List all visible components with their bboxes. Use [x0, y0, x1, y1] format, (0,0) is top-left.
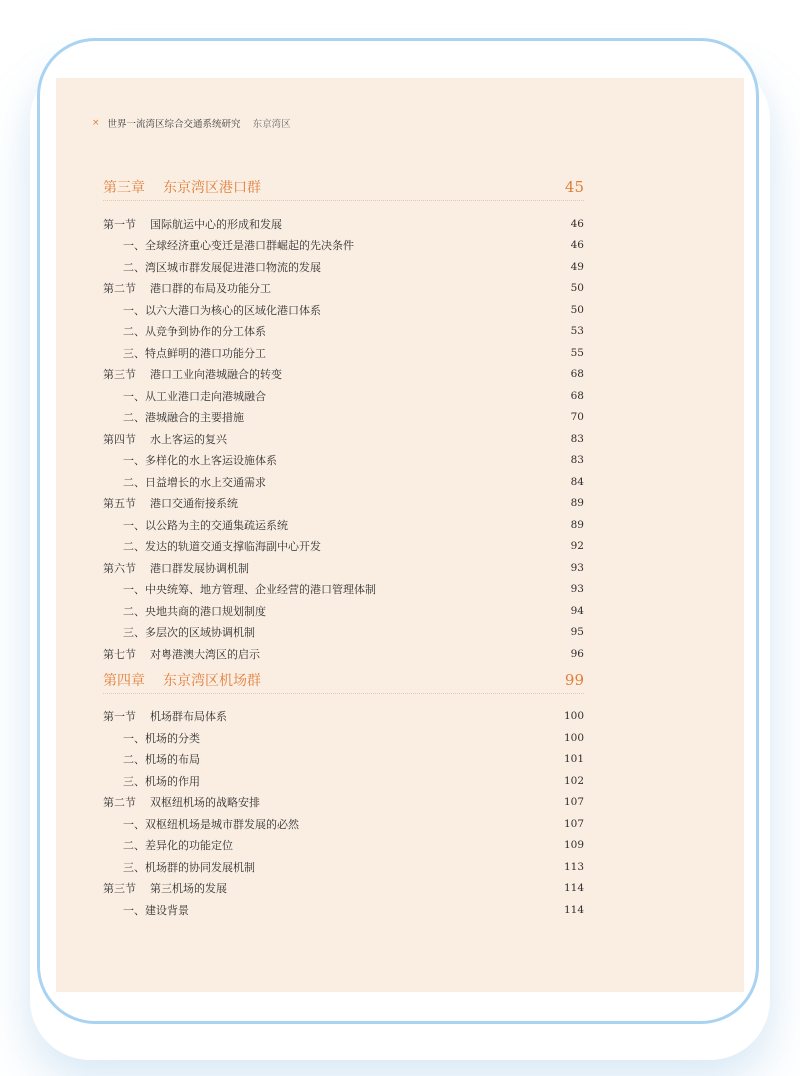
entry-label: [103, 773, 200, 789]
entry-page-number: 46: [570, 239, 584, 252]
entry-title: 一、以公路为主的交通集疏运系统: [123, 518, 288, 532]
toc-subsection-row[interactable]: [103, 536, 584, 558]
chapter-label: [103, 177, 261, 199]
chapter-label: [103, 670, 261, 692]
toc-subsection-row[interactable]: [103, 407, 584, 429]
toc-subsection-row[interactable]: [103, 727, 584, 749]
entry-label: [103, 345, 266, 361]
entry-label: [103, 280, 271, 296]
entry-title: 一、从工业港口走向港城融合: [123, 389, 266, 403]
entry-label: [103, 237, 354, 253]
section-number: 第二节: [103, 796, 136, 810]
entry-page-number: 107: [563, 817, 584, 830]
entry-page-number: 93: [570, 561, 584, 574]
entry-label: [103, 730, 200, 746]
book-title: 世界一流湾区综合交通系统研究: [107, 119, 241, 130]
close-x-icon: ×: [92, 118, 100, 128]
entry-title: 第三机场的发展: [150, 882, 227, 896]
section-number: 第六节: [103, 561, 136, 575]
entry-page-number: 96: [570, 647, 584, 660]
section-number: 第三节: [103, 882, 136, 896]
entry-label: [103, 452, 277, 468]
entry-label: [103, 837, 233, 853]
entry-page-number: 107: [563, 796, 584, 809]
toc-subsection-row[interactable]: [103, 321, 584, 343]
toc-subsection-row[interactable]: [103, 342, 584, 364]
entry-label: [103, 259, 321, 275]
toc-subsection-row[interactable]: [103, 579, 584, 601]
entry-label: [103, 751, 200, 767]
toc-section-row[interactable]: [103, 493, 584, 515]
entry-title: 港口交通衔接系统: [150, 497, 238, 511]
toc-section-row[interactable]: [103, 557, 584, 579]
entry-page-number: 102: [563, 774, 584, 787]
entry-title: 二、从竞争到协作的分工体系: [123, 325, 266, 339]
entry-page-number: 114: [563, 882, 584, 895]
entry-title: 国际航运中心的形成和发展: [150, 217, 282, 231]
entry-label: [103, 708, 227, 724]
entry-page-number: 68: [570, 368, 584, 381]
section-number: 第一节: [103, 710, 136, 724]
entry-title: 港口工业向港城融合的转变: [150, 368, 282, 382]
volume-title: 东京湾区: [252, 119, 291, 130]
book-page: [56, 78, 744, 992]
section-number: 第五节: [103, 497, 136, 511]
entry-title: 一、全球经济重心变迁是港口群崛起的先决条件: [123, 239, 354, 253]
chapter-number: 第四章: [103, 672, 145, 689]
entry-title: 二、央地共商的港口规划制度: [123, 604, 266, 618]
entry-title: 水上客运的复兴: [150, 432, 227, 446]
entry-page-number: 101: [563, 753, 584, 766]
toc-subsection-row[interactable]: [103, 856, 584, 878]
entry-page-number: 83: [570, 454, 584, 467]
chapter-page-number: 45: [564, 178, 584, 196]
entry-page-number: 68: [570, 389, 584, 402]
toc-section-row[interactable]: [103, 878, 584, 900]
running-head: [92, 116, 291, 130]
entry-label: [103, 216, 282, 232]
toc-section-row[interactable]: [103, 278, 584, 300]
entry-title: 二、机场的布局: [123, 753, 200, 767]
entry-title: 二、港城融合的主要措施: [123, 411, 244, 425]
entry-title: 二、湾区城市群发展促进港口物流的发展: [123, 260, 321, 274]
entry-label: [103, 816, 299, 832]
entry-page-number: 55: [570, 346, 584, 359]
toc-subsection-row[interactable]: [103, 622, 584, 644]
toc-subsection-row[interactable]: [103, 749, 584, 771]
toc-subsection-row[interactable]: [103, 235, 584, 257]
entry-label: [103, 646, 260, 662]
toc-subsection-row[interactable]: [103, 770, 584, 792]
toc-section-row[interactable]: [103, 213, 584, 235]
toc-subsection-row[interactable]: [103, 600, 584, 622]
entry-label: [103, 474, 266, 490]
toc-section-row[interactable]: [103, 706, 584, 728]
chapter-heading[interactable]: [103, 669, 584, 694]
entry-label: [103, 624, 255, 640]
entry-title: 港口群的布局及功能分工: [150, 282, 271, 296]
entry-title: 二、差异化的功能定位: [123, 839, 233, 853]
entry-page-number: 89: [570, 497, 584, 510]
entry-page-number: 84: [570, 475, 584, 488]
table-of-contents: [103, 176, 584, 921]
toc-subsection-row[interactable]: [103, 299, 584, 321]
entry-page-number: 114: [563, 903, 584, 916]
entry-page-number: 93: [570, 583, 584, 596]
entry-title: 一、以六大港口为核心的区域化港口体系: [123, 303, 321, 317]
chapter-title: 东京湾区机场群: [163, 672, 261, 689]
entry-title: 一、机场的分类: [123, 731, 200, 745]
entry-page-number: 46: [570, 217, 584, 230]
entry-label: [103, 581, 376, 597]
toc-subsection-row[interactable]: [103, 385, 584, 407]
entry-label: [103, 560, 249, 576]
toc-subsection-row[interactable]: [103, 899, 584, 921]
entry-label: [103, 366, 282, 382]
entry-page-number: 70: [570, 411, 584, 424]
entry-page-number: 49: [570, 260, 584, 273]
entry-label: [103, 431, 227, 447]
entry-label: [103, 517, 288, 533]
entry-title: 一、中央统筹、地方管理、企业经营的港口管理体制: [123, 583, 376, 597]
toc-subsection-row[interactable]: [103, 450, 584, 472]
toc-subsection-row[interactable]: [103, 514, 584, 536]
entry-label: [103, 902, 189, 918]
entry-title: 三、多层次的区域协调机制: [123, 626, 255, 640]
toc-section-row[interactable]: [103, 643, 584, 665]
entry-page-number: 109: [563, 839, 584, 852]
entry-label: [103, 388, 266, 404]
entry-page-number: 100: [563, 731, 584, 744]
section-number: 第三节: [103, 368, 136, 382]
entry-page-number: 94: [570, 604, 584, 617]
section-number: 第七节: [103, 647, 136, 661]
toc-subsection-row[interactable]: [103, 835, 584, 857]
entry-label: [103, 538, 321, 554]
entry-title: 三、机场群的协同发展机制: [123, 860, 255, 874]
entry-label: [103, 603, 266, 619]
toc-subsection-row[interactable]: [103, 256, 584, 278]
entry-page-number: 50: [570, 282, 584, 295]
toc-subsection-row[interactable]: [103, 813, 584, 835]
section-number: 第一节: [103, 217, 136, 231]
entry-title: 机场群布局体系: [150, 710, 227, 724]
section-number: 第四节: [103, 432, 136, 446]
entry-page-number: 92: [570, 540, 584, 553]
entry-page-number: 95: [570, 626, 584, 639]
entry-label: [103, 880, 227, 896]
entry-label: [103, 859, 255, 875]
entry-title: 二、日益增长的水上交通需求: [123, 475, 266, 489]
chapter-number: 第三章: [103, 180, 145, 196]
entry-page-number: 89: [570, 518, 584, 531]
chapter-heading[interactable]: [103, 176, 584, 201]
entry-title: 三、特点鲜明的港口功能分工: [123, 346, 266, 360]
entry-label: [103, 302, 321, 318]
section-number: 第二节: [103, 282, 136, 296]
toc-section-row[interactable]: [103, 428, 584, 450]
entry-label: [103, 495, 238, 511]
toc-section-row[interactable]: [103, 792, 584, 814]
entry-label: [103, 794, 260, 810]
entry-label: [103, 323, 266, 339]
entry-page-number: 53: [570, 325, 584, 338]
entry-page-number: 50: [570, 303, 584, 316]
entry-page-number: 83: [570, 432, 584, 445]
entry-page-number: 113: [563, 860, 584, 873]
entry-title: 一、多样化的水上客运设施体系: [123, 454, 277, 468]
entry-title: 三、机场的作用: [123, 774, 200, 788]
entry-title: 对粤港澳大湾区的启示: [150, 647, 260, 661]
entry-title: 港口群发展协调机制: [150, 561, 249, 575]
entry-title: 双枢纽机场的战略安排: [150, 796, 260, 810]
entry-title: 二、发达的轨道交通支撑临海副中心开发: [123, 540, 321, 554]
toc-section-row[interactable]: [103, 364, 584, 386]
entry-title: 一、建设背景: [123, 903, 189, 917]
toc-subsection-row[interactable]: [103, 471, 584, 493]
entry-title: 一、双枢纽机场是城市群发展的必然: [123, 817, 299, 831]
chapter-page-number: 99: [564, 670, 584, 689]
entry-page-number: 100: [563, 710, 584, 723]
entry-label: [103, 409, 244, 425]
chapter-title: 东京湾区港口群: [163, 180, 261, 196]
